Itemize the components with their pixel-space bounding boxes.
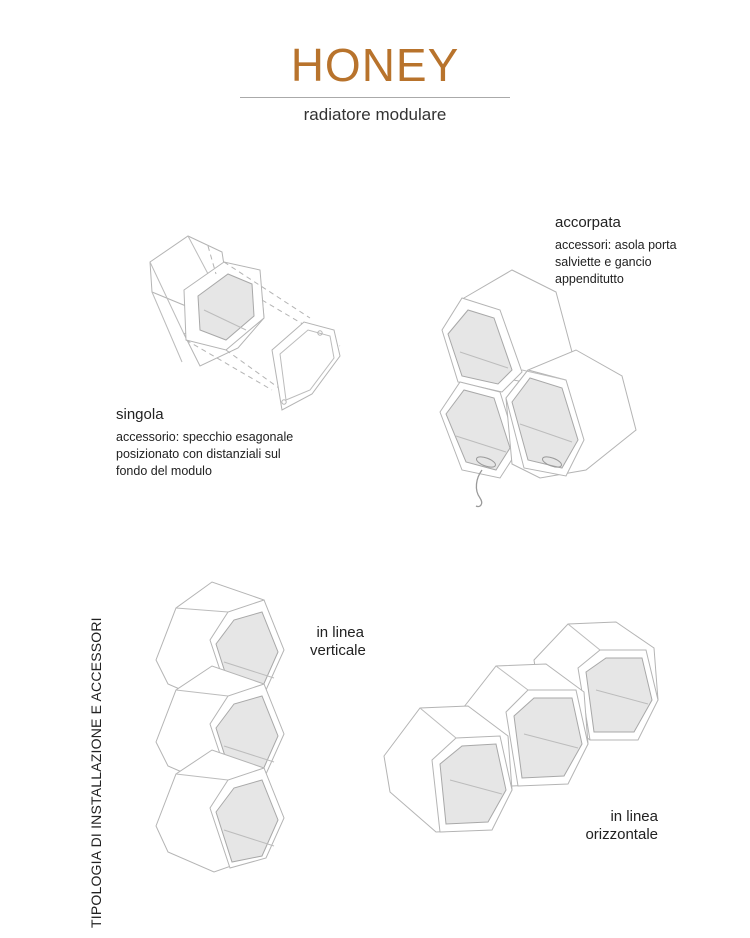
page-subtitle: radiatore modulare: [303, 105, 447, 124]
page-title: HONEY: [290, 39, 460, 91]
vertical-line-drawing: [156, 582, 284, 872]
accorpata-label: accorpata: [555, 214, 621, 231]
sidebar-caption: TIPOLOGIA DI INSTALLAZIONE E ACCESSORI: [88, 617, 104, 928]
grouped-modules-drawing: [440, 270, 636, 507]
accorpata-description: accessori: asola porta salviette e gancio appenditutto: [555, 238, 677, 286]
singola-label: singola: [116, 406, 164, 423]
horizontal-line-label: in linea orizzontale: [585, 808, 658, 843]
singola-description: accessorio: specchio esagonale posizionato con distanziali sul fondo del modulo: [116, 430, 294, 478]
horizontal-line-drawing: [384, 622, 658, 832]
vertical-line-label: in linea verticale: [310, 624, 366, 659]
single-module-drawing: [150, 236, 340, 410]
